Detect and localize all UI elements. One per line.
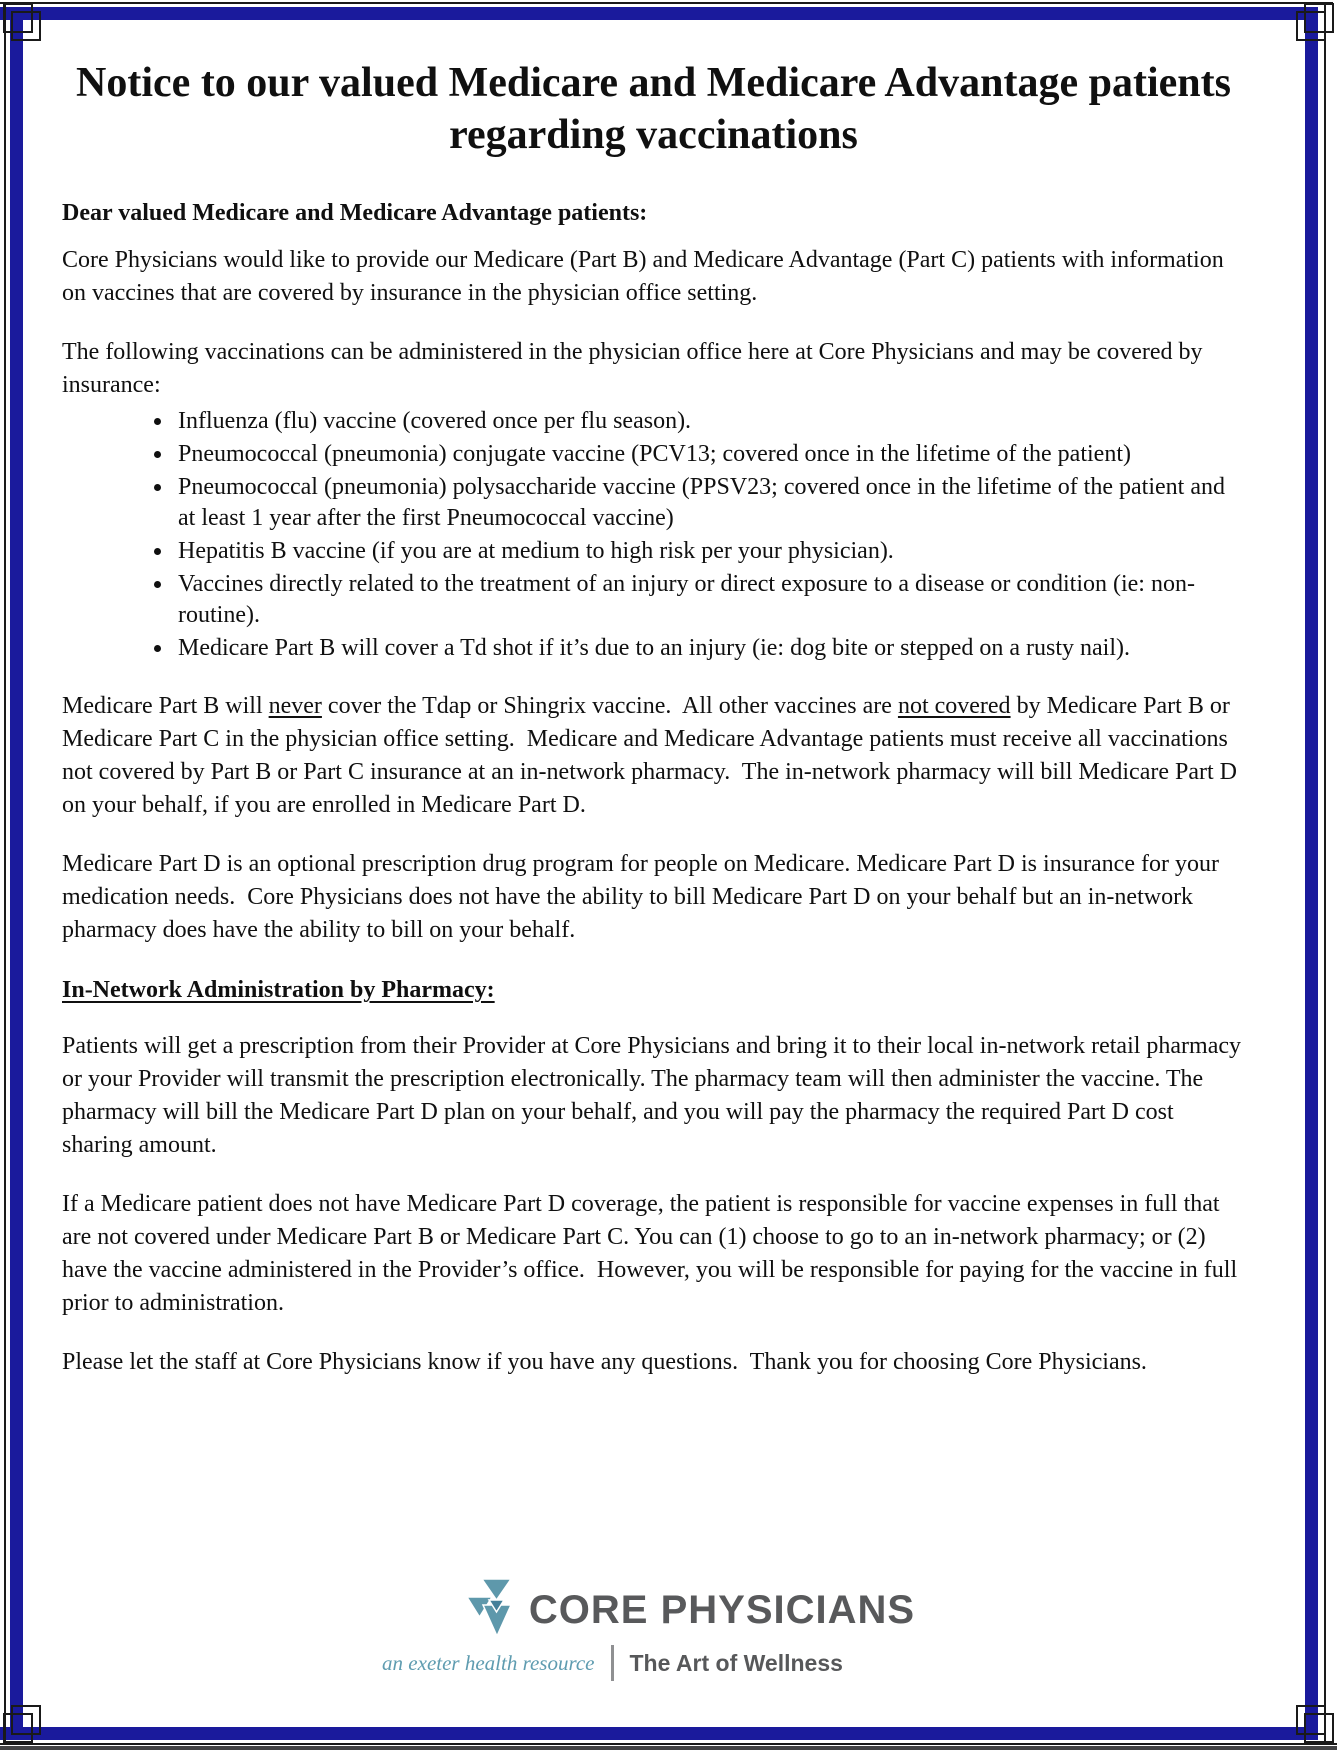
list-intro-paragraph: The following vaccinations can be administered in the physician office here at Core Physicians and may be covered by insurance: <box>62 339 1209 399</box>
logo-triangles-icon <box>466 1578 512 1643</box>
border-rule-left <box>4 2 6 1744</box>
border-band-left <box>10 7 23 1740</box>
intro-paragraph: Core Physicians would like to provide our Medicare (Part B) and Medicare Advantage (Part C) patients with information on vaccines that are covered by insurance in the physician office setting. <box>62 247 1230 307</box>
list-item: • Vaccines directly related to the treatment of an injury or direct exposure to a disease or condition (ie: non-routine). <box>174 569 1245 631</box>
no-coverage-paragraph: If a Medicare patient does not have Medicare Part D coverage, the patient is responsible for vaccine expenses in full that are not covered under Medicare Part B or Medicare Part C. You can (1) choose to go to an in-network pharmacy; or (2) have the vaccine administered in the Provider’s office. However, you will be responsible for paying for the vaccine in full prior to administration. <box>62 1191 1244 1317</box>
document-content <box>62 40 1248 1379</box>
border-band-bottom <box>0 1727 1318 1740</box>
salutation: Dear valued Medicare and Medicare Advantage patients: <box>62 200 648 227</box>
page-bottom-edge <box>0 1746 1337 1750</box>
page-title: Notice to our valued Medicare and Medicare Advantage patients regarding vaccinations <box>76 60 1231 158</box>
closing-paragraph: Please let the staff at Core Physicians know if you have any questions. Thank you for choosing Core Physicians. <box>62 1349 1147 1376</box>
tagline-exeter: an exeter health resource <box>382 1650 595 1675</box>
tagline-wellness: The Art of Wellness <box>629 1649 843 1676</box>
list-item: • Medicare Part B will cover a Td shot if it’s due to an injury (ie: dog bite or stepped on a rusty nail). <box>174 633 1245 664</box>
list-item: • Pneumococcal (pneumonia) conjugate vaccine (PCV13; covered once in the lifetime of the patient) <box>174 439 1245 470</box>
vaccine-list <box>62 406 1245 664</box>
logo-tagline <box>0 1645 1281 1681</box>
coverage-text: by Medicare Part B or Medicare Part C in the physician office setting. Medicare and Medicare Advantage patients must receive all vaccinations not covered by Part B or Part C insurance at an in-network pharmacy. The in-network pharmacy will bill Medicare Part D on your behalf, if you are enrolled in Medicare Part D. <box>62 693 1243 819</box>
core-physicians-logo <box>22 1578 1337 1643</box>
border-band-right <box>1305 7 1318 1740</box>
coverage-paragraph <box>62 690 1245 822</box>
part-d-paragraph: Medicare Part D is an optional prescription drug program for people on Medicare. Medicare Part D is insurance for your medication needs. Core Physicians does not have the ability to bill Medicare Part D on your behalf but an in-network pharmacy does have the ability to bill on your behalf. <box>62 851 1225 944</box>
corner-ornament-bottom-right <box>1296 1705 1326 1735</box>
underlined-never: never <box>268 693 322 720</box>
border-rule-bottom <box>0 1743 1337 1745</box>
pharmacy-paragraph: Patients will get a prescription from their Provider at Core Physicians and bring it to their local in-network retail pharmacy or your Provider will transmit the prescription electronically. The pharmacy team will then administer the vaccine. The pharmacy will bill the Medicare Part D plan on your behalf, and you will pay the pharmacy the required Part D cost sharing amount. <box>62 1033 1248 1159</box>
corner-ornament-bottom-left <box>11 1705 41 1735</box>
list-item: • Pneumococcal (pneumonia) polysaccharide vaccine (PPSV23; covered once in the lifetime of the patient and at least 1 year after the first Pneumococcal vaccine) <box>174 472 1245 534</box>
coverage-text: cover the Tdap or Shingrix vaccine. All other vaccines are <box>321 693 898 720</box>
logo-wordmark: CORE PHYSICIANS <box>528 1588 916 1632</box>
tagline-divider <box>611 1645 614 1681</box>
section-heading: In-Network Administration by Pharmacy: <box>62 977 495 1004</box>
corner-ornament-top-left <box>11 11 41 41</box>
border-rule-top <box>0 2 1333 4</box>
list-item: • Hepatitis B vaccine (if you are at medium to high risk per your physician). <box>174 536 1245 567</box>
border-rule-right <box>1324 2 1326 1744</box>
coverage-text: Medicare Part B will <box>62 693 269 720</box>
list-item: • Influenza (flu) vaccine (covered once per flu season). <box>174 406 1245 437</box>
border-band-top <box>0 7 1318 20</box>
corner-ornament-top-right <box>1296 11 1326 41</box>
underlined-not-covered: not covered <box>897 693 1011 720</box>
